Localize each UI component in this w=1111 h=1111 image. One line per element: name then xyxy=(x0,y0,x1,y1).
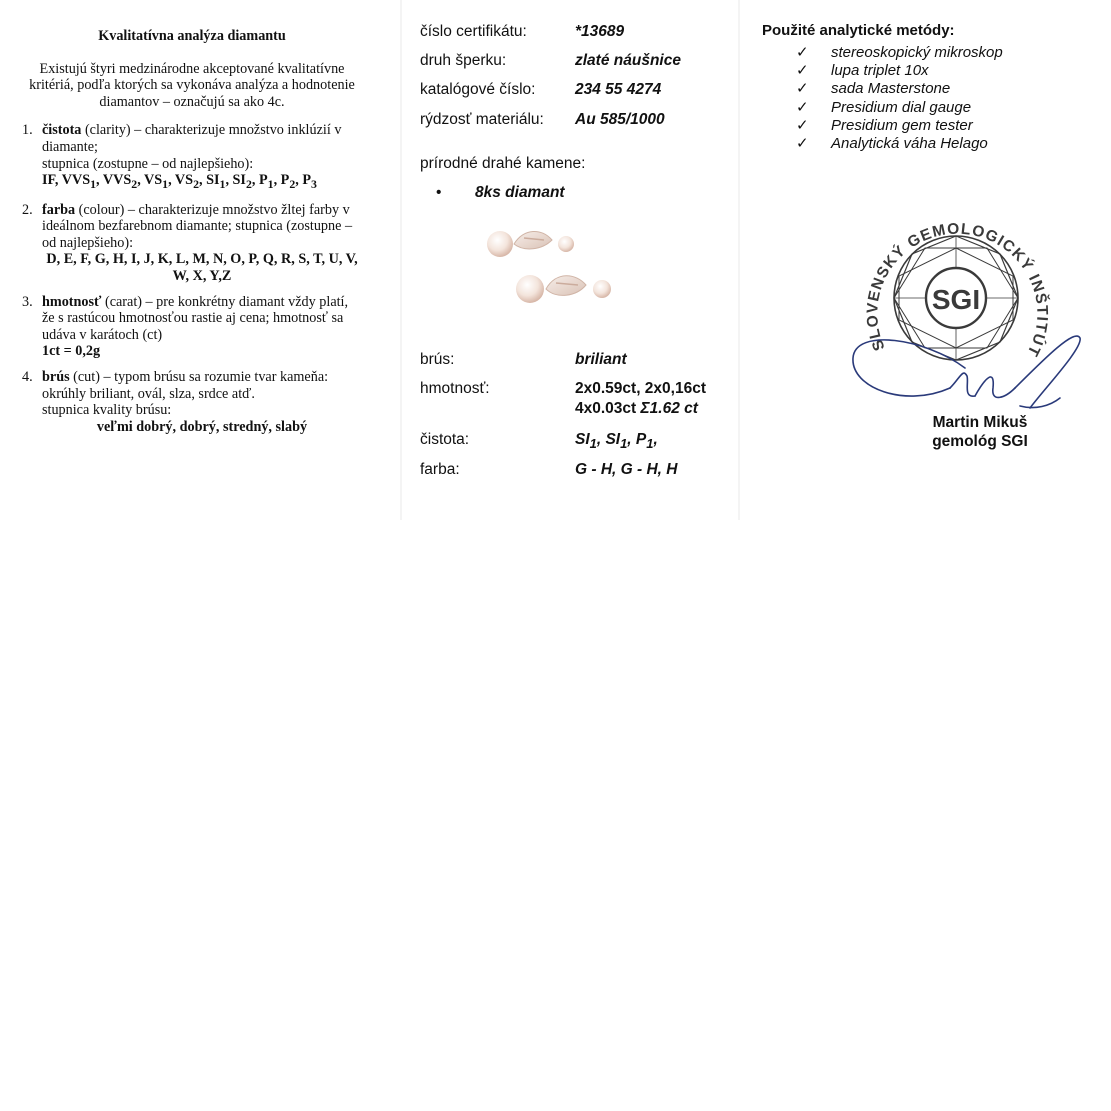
clarity-label: čistota: xyxy=(420,431,470,448)
weight-row xyxy=(420,380,730,422)
checkmark-icon: ✓ xyxy=(796,44,809,61)
clarity-row xyxy=(420,431,730,451)
cut-value: briliant xyxy=(575,351,627,368)
method-item: ✓ sada Masterstone xyxy=(796,80,951,98)
catalog-row xyxy=(420,81,730,101)
catalog-value: 234 55 4274 xyxy=(575,81,662,98)
column-divider xyxy=(400,0,402,520)
signer-role: gemológ SGI xyxy=(932,433,1028,450)
jewel-type-row xyxy=(420,52,730,72)
criterion-term: farba xyxy=(42,201,76,218)
jewel-type-label: druh šperku: xyxy=(420,52,507,69)
criterion-number: 1. xyxy=(22,122,33,139)
method-item: ✓ lupa triplet 10x xyxy=(796,62,929,80)
cert-number-label: číslo certifikátu: xyxy=(420,23,527,40)
criterion-scale-label: stupnica kvality brúsu: xyxy=(42,402,172,419)
earrings-photo xyxy=(480,222,630,342)
sgi-seal xyxy=(845,218,1090,428)
earring-top xyxy=(487,231,574,257)
checkmark-icon: ✓ xyxy=(796,62,809,80)
criterion-number: 2. xyxy=(22,201,33,218)
cut-scale: veľmi dobrý, dobrý, stredný, slabý xyxy=(96,418,308,435)
clarity-scale: IF, $VVS_1$, $VVS_2$, $VS_1$, $VS_2$, $SI_1$, $SI_2$, $P_1$, $P_2$, $P_3$ xyxy=(42,172,317,191)
method-item: ✓ Analytická váha Helago xyxy=(796,134,988,152)
criterion-colour xyxy=(22,202,362,285)
criterion-term: brús xyxy=(42,368,70,385)
criterion-clarity xyxy=(22,122,362,192)
cut-label: brús: xyxy=(420,351,455,368)
criterion-number: 4. xyxy=(22,368,33,385)
checkmark-icon: ✓ xyxy=(796,80,809,98)
criteria-title: Kvalitatívna analýza diamantu xyxy=(98,28,286,44)
method-item: ✓ Presidium dial gauge xyxy=(796,98,972,116)
cut-row xyxy=(420,351,730,371)
criterion-desc: (cut) – typom brúsu sa rozumie tvar kameňa: okrúhly briliant, ovál, slza, srdce atď. xyxy=(42,368,329,402)
catalog-label: katalógové číslo: xyxy=(420,81,536,98)
stones-bullet: • xyxy=(436,184,442,201)
signer-block xyxy=(905,413,1055,451)
stones-value: 8ks diamant xyxy=(475,184,565,201)
cert-number-value: *13689 xyxy=(575,23,625,40)
criteria-intro: Existujú štyri medzinárodne akceptované kvalitatívne kritériá, podľa ktorých sa vykonáva analýza a hodnotenie diamantov – označujú sa ako 4c. xyxy=(29,60,355,110)
criterion-desc: (carat) – pre konkrétny diamant vždy platí, že s rastúcou hmotnosťou rastie aj cena; hmotnosť sa udáva v karátoch (ct) xyxy=(42,293,349,343)
criterion-term: čistota xyxy=(42,122,82,139)
stones-label: prírodné drahé kamene: xyxy=(420,155,586,172)
criterion-number: 3. xyxy=(22,293,33,310)
stones-label-row xyxy=(420,155,730,175)
criterion-scale-label: stupnica (zostupne – od najlepšieho): xyxy=(42,155,254,172)
method-item: ✓ stereoskopický mikroskop xyxy=(796,44,1003,61)
purity-value: Au 585/1000 xyxy=(575,111,665,128)
checkmark-icon: ✓ xyxy=(796,116,809,134)
criterion-desc: (colour) – charakterizuje množstvo žltej farby v ideálnom bezfarebnom diamante; stupnica (zostupne – od najlepšieho): xyxy=(42,201,353,251)
method-item: ✓ Presidium gem tester xyxy=(796,116,973,134)
jewel-type-value: zlaté náušnice xyxy=(575,52,681,69)
methods-column xyxy=(762,22,1092,153)
criterion-cut xyxy=(22,369,362,435)
column-divider xyxy=(738,0,740,520)
seal-arc-text: SLOVENSKÝ GEMOLOGICKÝ INŠTITÚT xyxy=(864,220,1051,360)
purity-label: rýdzosť materiálu: xyxy=(420,111,544,128)
clarity-value: $SI_1$, $SI_1$, $P_1$, xyxy=(575,431,658,452)
purity-row xyxy=(420,111,730,131)
earring-bottom xyxy=(516,275,611,303)
color-value: G - H, G - H, H xyxy=(575,461,678,478)
color-label: farba: xyxy=(420,461,460,478)
seal-center-text: SGI xyxy=(931,284,981,315)
criterion-carat xyxy=(22,294,362,360)
weight-label: hmotnosť: xyxy=(420,380,490,397)
color-row xyxy=(420,461,730,481)
weight-value-2: 4x0.03ct Σ1.62 ct xyxy=(575,400,698,417)
signer-name: Martin Mikuš xyxy=(932,414,1028,431)
methods-heading: Použité analytické metódy: xyxy=(762,22,955,39)
criteria-column xyxy=(22,28,362,444)
criterion-term: hmotnosť xyxy=(42,293,102,310)
checkmark-icon: ✓ xyxy=(796,98,809,116)
checkmark-icon: ✓ xyxy=(796,134,809,152)
weight-value-1: 2x0.59ct, 2x0,16ct xyxy=(575,380,706,397)
stones-row xyxy=(420,184,730,204)
cert-number-row xyxy=(420,23,730,43)
colour-scale: D, E, F, G, H, I, J, K, L, M, N, O, P, Q, R, S, T, U, V, W, X, Y,Z xyxy=(46,251,358,284)
carat-note: 1ct = 0,2g xyxy=(42,343,101,360)
criterion-desc: (clarity) – charakterizuje množstvo inklúzií v diamante; xyxy=(42,122,342,155)
